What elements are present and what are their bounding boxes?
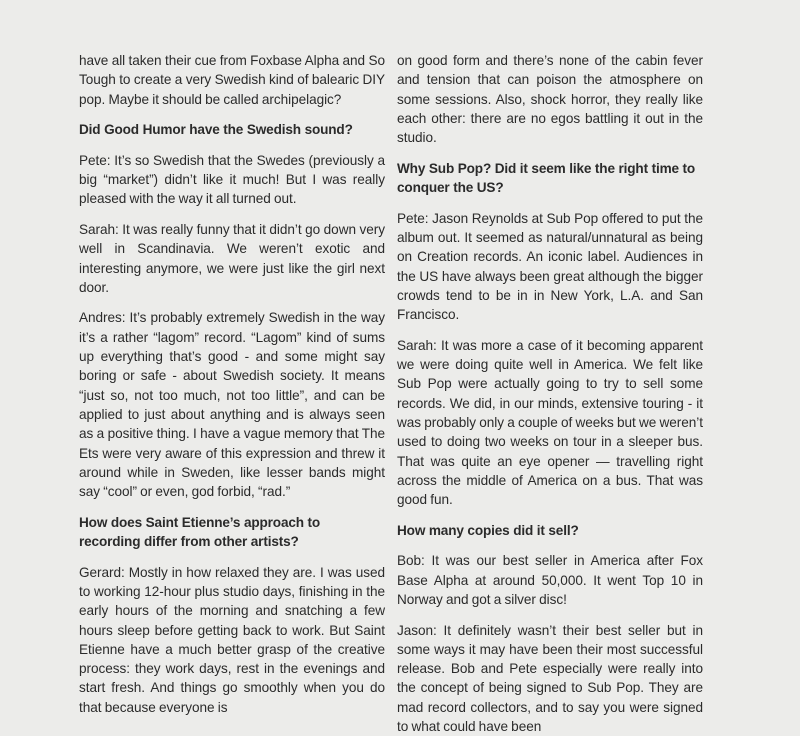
interview-question: Why Sub Pop? Did it seem like the right time to conquer the US? <box>397 159 703 198</box>
body-paragraph: on good form and there’s none of the cabin fever and tension that can poison the atmosphere on some sessions. Also, shock horror, they really like each other: there are no egos battling it out in the studio. <box>397 51 703 147</box>
answer-paragraph: Sarah: It was more a case of it becoming apparent we were doing quite well in America. We felt like Sub Pop were actually going to try to sell some records. We did, in our minds, extensive touring - it was probably only a couple of weeks but we weren’t used to doing two weeks on tour in a sleeper bus. That was quite an eye opener — travelling right across the middle of America on a bus. That was good fun. <box>397 336 703 510</box>
answer-paragraph: Pete: Jason Reynolds at Sub Pop offered to put the album out. It seemed as natural/unnatural as being on Creation records. An iconic label. Audiences in the US have always been great although the bigger crowds tend to be in in New York, L.A. and San Francisco. <box>397 209 703 325</box>
right-column <box>397 51 703 736</box>
answer-paragraph: Jason: It definitely wasn’t their best seller but in some ways it may have been their most successful release. Bob and Pete especially were really into the concept of being signed to Sub Pop. They are mad record collectors, and to say you were signed to what could have been <box>397 621 703 736</box>
answer-paragraph: Andres: It’s probably extremely Swedish in the way it’s a rather “lagom” record. “Lagom” kind of sums up everything that’s good - and some might say boring or safe - about Swedish society. It means “just so, not too much, not too little”, and can be applied to just about anything and is always seen as a positive thing. I have a vague memory that The Ets were very aware of this expression and threw it around while in Sweden, like lesser bands might say “cool” or even, god forbid, “rad.” <box>79 308 385 501</box>
answer-paragraph: Gerard: Mostly in how relaxed they are. I was used to working 12-hour plus studio days, finishing in the early hours of the morning and snatching a few hours sleep before getting back to work. But Saint Etienne have a much better grasp of the creative process: they work days, rest in the evenings and start fresh. And things go smoothly when you do that because everyone is <box>79 563 385 717</box>
body-paragraph: have all taken their cue from Foxbase Alpha and So Tough to create a very Swedish kind of balearic DIY pop. Maybe it should be called archipelagic? <box>79 51 385 109</box>
interview-question: How does Saint Etienne’s approach to recording differ from other artists? <box>79 513 385 552</box>
answer-paragraph: Bob: It was our best seller in America after Fox Base Alpha at around 50,000. It went Top 10 in Norway and got a silver disc! <box>397 551 703 609</box>
interview-question: Did Good Humor have the Swedish sound? <box>79 120 385 139</box>
left-column <box>79 51 385 717</box>
answer-paragraph: Pete: It’s so Swedish that the Swedes (previously a big “market”) didn’t like it much! But I was really pleased with the way it all turned out. <box>79 151 385 209</box>
interview-question: How many copies did it sell? <box>397 521 703 540</box>
answer-paragraph: Sarah: It was really funny that it didn’t go down very well in Scandinavia. We weren’t exotic and interesting anymore, we were just like the girl next door. <box>79 220 385 297</box>
